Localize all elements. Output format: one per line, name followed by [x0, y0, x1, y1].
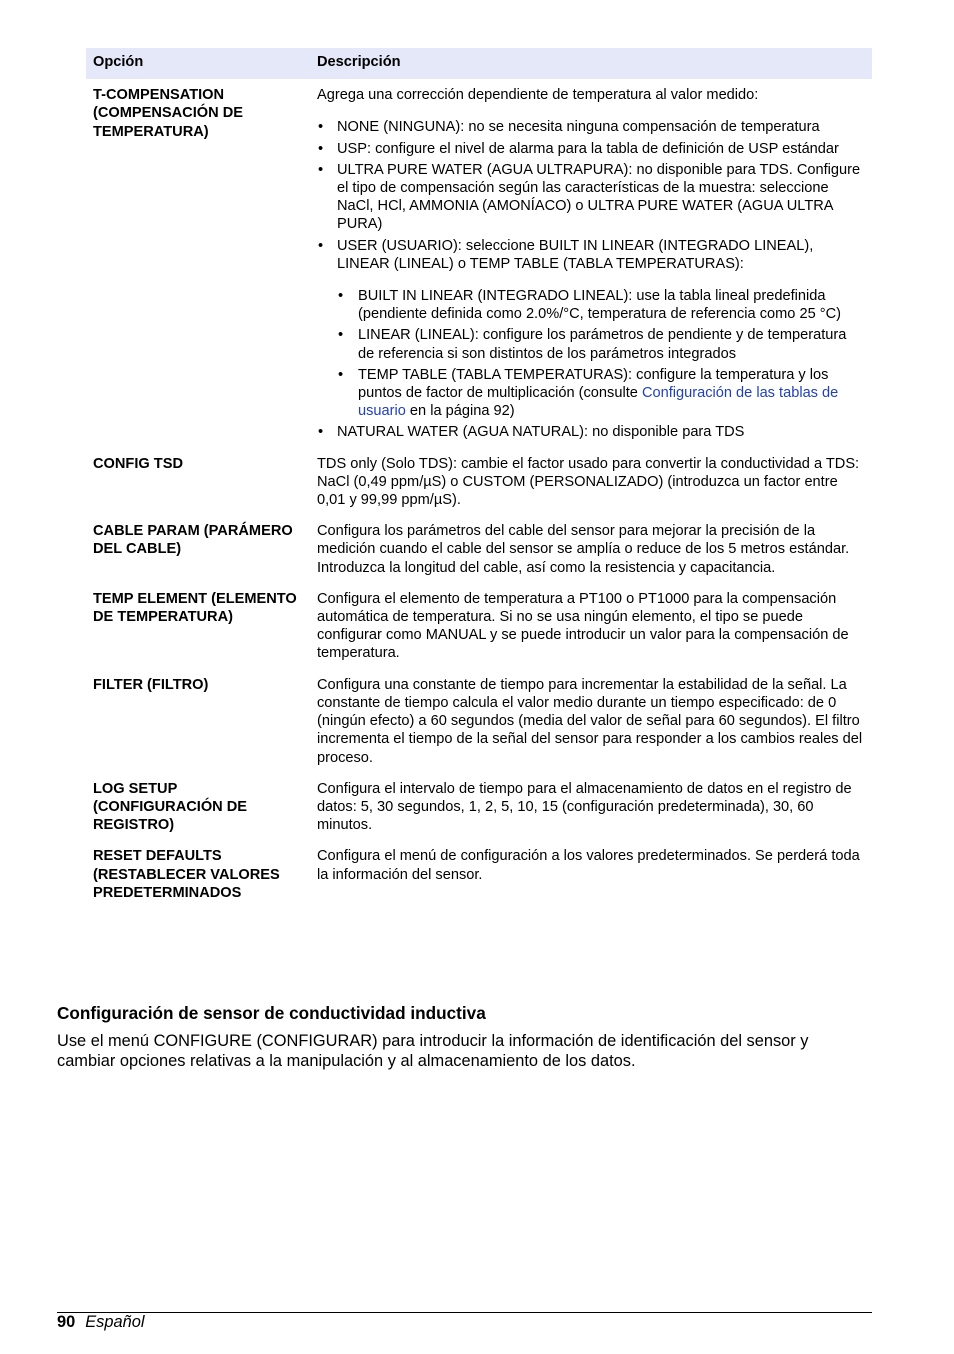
option-name: CABLE PARAM (PARÁMERO DEL CABLE) — [93, 523, 293, 558]
list-item: • USP: configure el nivel de alarma para la tabla de definición de USP estándar — [317, 140, 864, 158]
table-row — [86, 522, 872, 590]
table-row — [86, 590, 872, 676]
sub-list-item-text: TEMP TABLE (TABLA TEMPERATURAS): configure la temperatura y los puntos de factor de multiplicación (consulte — [358, 366, 829, 402]
list-item-text: USER (USUARIO): seleccione BUILT IN LINEAR (INTEGRADO LINEAL), LINEAR (LINEAL) o TEMP TABLE (TABLA TEMPERATURAS): — [337, 237, 814, 272]
table-row — [86, 780, 872, 848]
table-row — [86, 455, 872, 523]
section-heading: Configuración de sensor de conductividad inductiva — [57, 1003, 486, 1023]
description-intro: Agrega una corrección dependiente de temperatura al valor medido: — [317, 87, 759, 104]
option-name: CONFIG TSD — [93, 455, 183, 472]
section-body: Use el menú CONFIGURE (CONFIGURAR) para introducir la información de identificación del sensor y cambiar opciones relativas a la manipulación y al almacenamiento de los datos. — [57, 1032, 809, 1071]
sub-list-item: • BUILT IN LINEAR (INTEGRADO LINEAL): use la tabla lineal predefinida (pendiente definida como 2.0%/°C, temperatura de referencia como 25 °C) — [337, 287, 864, 323]
table-row — [86, 79, 872, 454]
sub-list-item: • LINEAR (LINEAL): configure los parámetros de pendiente y de temperatura de referencia si son distintos de los parámetros integrados — [337, 326, 864, 362]
table-header-row — [86, 48, 872, 79]
option-name: LOG SETUP (CONFIGURACIÓN DE REGISTRO) — [93, 780, 248, 834]
sub-list-item — [337, 366, 864, 421]
page-footer — [57, 1312, 144, 1332]
table-row — [86, 676, 872, 780]
list-item — [317, 237, 864, 421]
option-description: TDS only (Solo TDS): cambie el factor usado para convertir la conductividad a TDS: NaCl (0,49 ppm/µS) o CUSTOM (PERSONALIZADO) (introduzca un factor entre 0,01 y 99,99 ppm/µS). — [317, 455, 860, 509]
option-description: Configura una constante de tiempo para incrementar la estabilidad de la señal. La constante de tiempo calcula el valor medio durante un tiempo especificado: de 0 (ningún efecto) a 60 segundos (media del valor de señal para 60 segundos). El filtro incrementa el tiempo de la señal del sensor para responder a los cambios reales del proceso. — [317, 676, 863, 766]
option-description: Configura el intervalo de tiempo para el almacenamiento de datos en el registro de datos: 5, 30 segundos, 1, 2, 5, 10, 15 (configuración predeterminada), 30, 60 minutos. — [317, 780, 852, 834]
footer-divider — [57, 1312, 872, 1313]
bullet-list — [317, 118, 864, 441]
option-name: RESET DEFAULTS (RESTABLECER VALORES PREDETERMINADOS — [93, 848, 280, 901]
option-description: Configura los parámetros del cable del sensor para mejorar la precisión de la medición cuando el cable del sensor se amplía o reduce de los 5 metros estándar. Introduzca la longitud del cable, así como la resistencia y capacitancia. — [317, 523, 850, 576]
column-header-description: Descripción — [310, 48, 872, 79]
sub-bullet-list — [337, 287, 864, 420]
table-row — [86, 847, 872, 915]
option-name: TEMP ELEMENT (ELEMENTO DE TEMPERATURA) — [93, 590, 297, 626]
options-table — [86, 48, 872, 915]
column-header-option: Opción — [86, 48, 310, 79]
list-item: • NATURAL WATER (AGUA NATURAL): no disponible para TDS — [317, 423, 864, 441]
footer-language: Español — [85, 1313, 145, 1331]
option-description — [310, 79, 872, 454]
user-tables-link[interactable]: Configuración de las tablas de usuario — [358, 385, 839, 420]
list-item: • ULTRA PURE WATER (AGUA ULTRAPURA): no disponible para TDS. Configure el tipo de compensación según las características de la muestra: seleccione NaCl, HCl, AMMONIA (AMONÍACO) o ULTRA PURE WATER (AGUA ULTRA PURA) — [317, 161, 864, 234]
option-description: Configura el menú de configuración a los valores predeterminados. Se perderá toda la información del sensor. — [317, 848, 860, 883]
list-item: • NONE (NINGUNA): no se necesita ninguna compensación de temperatura — [317, 118, 864, 136]
option-description: Configura el elemento de temperatura a PT100 o PT1000 para la compensación automática de temperatura. Si no se usa ningún elemento, el tipo se puede configurar como MANUAL y se puede introducir un valor para la compensación de temperatura. — [317, 590, 849, 662]
option-name: FILTER (FILTRO) — [93, 676, 209, 693]
page-number: 90 — [57, 1313, 76, 1331]
sub-list-item-text-end: en la página 92) — [405, 403, 515, 420]
option-name: T-COMPENSATION (COMPENSACIÓN DE TEMPERATURA) — [93, 87, 243, 140]
